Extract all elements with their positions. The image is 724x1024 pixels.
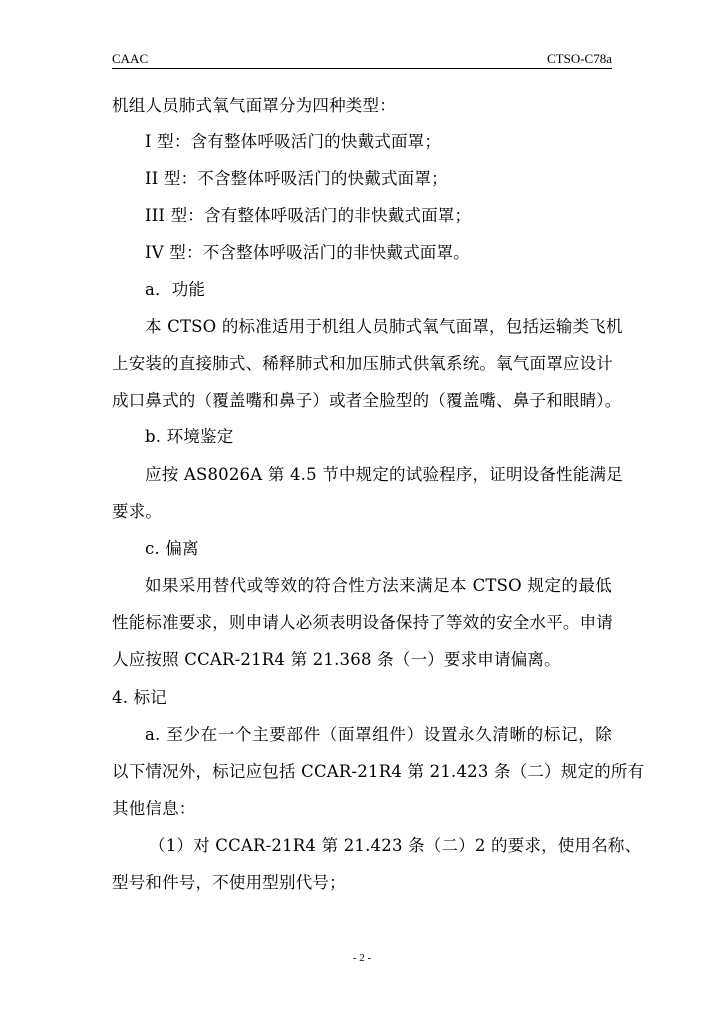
environment-paragraph-line: 应按 AS8026A 第 4.5 节中规定的试验程序，证明设备性能满足 bbox=[145, 465, 623, 484]
page-header bbox=[112, 51, 612, 67]
type-4-item: IV 型：不含整体呼吸活门的非快戴式面罩。 bbox=[145, 243, 470, 262]
type-1-item: I 型：含有整体呼吸活门的快戴式面罩； bbox=[145, 132, 442, 151]
deviation-paragraph-line: 如果采用替代或等效的符合性方法来满足本 CTSO 规定的最低 bbox=[145, 576, 612, 595]
marking-paragraph-line: 其他信息： bbox=[112, 799, 196, 818]
function-paragraph-line: 本 CTSO 的标准适用于机组人员肺式氧气面罩，包括运输类飞机 bbox=[145, 317, 623, 336]
document-body bbox=[112, 96, 645, 910]
type-2-item: II 型：不含整体呼吸活门的快戴式面罩； bbox=[145, 169, 448, 188]
deviation-paragraph-line: 性能标准要求，则申请人必须表明设备保持了等效的安全水平。申请 bbox=[112, 613, 613, 632]
section-4-heading: 4. 标记 bbox=[112, 688, 167, 707]
section-c-heading: c. 偏离 bbox=[145, 539, 199, 558]
environment-paragraph-line: 要求。 bbox=[112, 502, 163, 521]
marking-item-1-line: 型号和件号，不使用型别代号； bbox=[112, 873, 346, 892]
header-divider bbox=[112, 68, 612, 69]
section-a-heading: a．功能 bbox=[145, 280, 206, 299]
mask-types-intro: 机组人员肺式氧气面罩分为四种类型： bbox=[112, 96, 396, 115]
deviation-paragraph-line: 人应按照 CCAR-21R4 第 21.368 条（一）要求申请偏离。 bbox=[112, 650, 561, 669]
function-paragraph-line: 成口鼻式的（覆盖嘴和鼻子）或者全脸型的（覆盖嘴、鼻子和眼睛）。 bbox=[112, 391, 622, 410]
marking-paragraph-line: a. 至少在一个主要部件（面罩组件）设置永久清晰的标记，除 bbox=[145, 725, 612, 744]
marking-item-1-line: （1）对 CCAR-21R4 第 21.423 条（二）2 的要求，使用名称、 bbox=[149, 836, 642, 855]
marking-paragraph-line: 以下情况外，标记应包括 CCAR-21R4 第 21.423 条（二）规定的所有 bbox=[112, 762, 645, 781]
function-paragraph-line: 上安装的直接肺式、稀释肺式和加压肺式供氧系统。氧气面罩应设计 bbox=[112, 354, 613, 373]
page-number: - 2 - bbox=[352, 952, 372, 964]
header-doc-id: CTSO-C78a bbox=[547, 51, 612, 66]
header-org: CAAC bbox=[112, 51, 149, 66]
section-b-heading: b. 环境鉴定 bbox=[145, 427, 234, 446]
type-3-item: III 型：含有整体呼吸活门的非快戴式面罩； bbox=[145, 206, 472, 225]
